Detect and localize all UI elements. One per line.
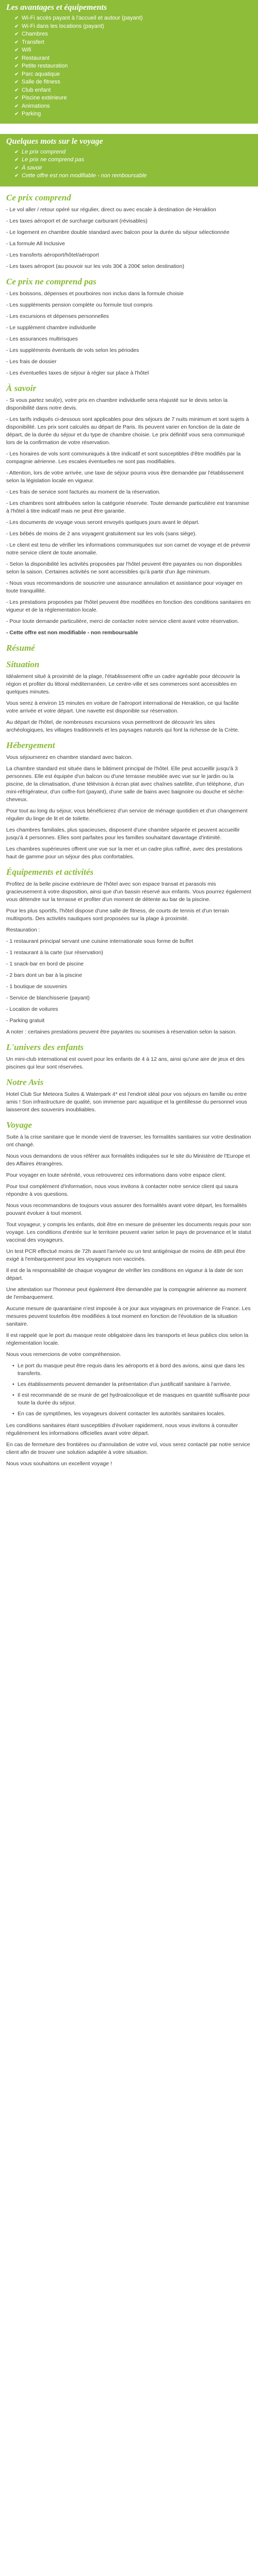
advantages-list [6,14,252,118]
bullet-item: • Il est recommandé de se munir de gel hydroalcoolique et de masques en quantité suffisante pour toute la durée du séjour. [12,1392,252,1407]
paragraph: - Si vous partez seul(e), votre prix en chambre individuelle sera réajusté sur le devis selon la disponibilité dans notre devis. [6,397,228,411]
paragraph: Les chambres familiales, plus spacieuses, disposent d'une chambre séparée et peuvent accueillir jusqu'à 4 personnes. Elles sont parfaites pour les familles souhaitant davantage d'intimité. [6,826,240,841]
must-know-title: Quelques mots sur le voyage [6,137,103,146]
paragraph: - Les transferts aéroport/hôtel/aéroport [6,251,99,258]
must-know-item [14,148,252,157]
paragraph: - Les frais de service sont facturés au moment de la réservation. [6,488,160,495]
paragraph: - Le vol aller / retour opéré sur régulier, direct ou avec escale à destination de Heraklion [6,206,216,213]
paragraph: Vous serez à environ 15 minutes en voiture de l'aéroport international de Heraklion, ce qui facilite votre arrivée et votre départ. Une navette est disponible sur réservation. [6,700,239,714]
paragraph: - Les horaires de vols sont communiqués à titre indicatif et sont susceptibles d'être modifiés par la compagnie aérienne. Les escales éventuelles ne sont pas modifiables. [6,450,241,465]
check-icon: ✔ [14,173,19,179]
paragraph: Un test PCR effectué moins de 72h avant l'arrivée ou un test antigénique de moins de 48h peut être exigé à l'embarquement pour les voyageurs non vaccinés. [6,1248,246,1262]
paragraph: - Le client est tenu de vérifier les informations communiquées sur son carnet de voyage et de prévenir notre service client de toute anomalie. [6,541,251,556]
section-title-avis: Notre Avis [6,1077,44,1087]
check-icon: ✔ [14,103,19,109]
paragraph: - Nous vous recommandons de souscrire une assurance annulation et assistance pour voyager en toute tranquillité. [6,580,243,594]
paragraph: - Pour toute demande particulière, merci de contacter notre service client avant votre réservation. [6,618,239,624]
paragraph: Hotel Club Sur Meteora Suites & Waterpark 4* est l'endroit idéal pour vos séjours en famille ou entre amis ! Son infrastructure de qualité, son immense parc aquatique et la gentillesse du personnel vous laisseront des souvenirs inoubliables. [6,1091,247,1113]
must-know-label: Le prix comprend [22,148,66,155]
paragraph: - Les bébés de moins de 2 ans voyagent gratuitement sur les vols (sans siège). [6,530,197,537]
section-voyage [6,1133,252,1217]
section-title-enfants: L'univers des enfants [6,1042,84,1052]
advantage-label: Piscine extérieure [22,95,67,101]
advantage-item [14,110,252,118]
advantage-label: Salle de fitness [22,79,60,85]
paragraph: - Les tarifs indiqués ci-dessous sont applicables pour des séjours de 7 nuits minimum et sont sujets à disponibilité. Les prix sont calculés au départ de Paris. Ils peuvent varier en fonction de la date de départ, de la durée du séjour et du type de chambre choisie. Le prix définitif vous sera communiqué lors de la confirmation de votre réservation. [6,416,249,446]
paragraph: - Les suppléments éventuels de vols selon les périodes [6,347,139,353]
check-icon: ✔ [14,149,19,155]
advantage-label: Restaurant [22,55,50,61]
section-title-hebergement: Hébergement [6,740,55,750]
check-icon: ✔ [14,39,19,45]
check-icon: ✔ [14,55,19,61]
paragraph: - Service de blanchisserie (payant) [6,994,90,1001]
conditions-bullets [6,1362,252,1418]
paragraph: La chambre standard est située dans le bâtiment principal de l'hôtel. Elle peut accueillir jusqu'à 3 personnes. Elle est équipée d'un balcon ou d'une terrasse meublée avec vue sur le jardin ou la piscine, de la climatisation, d'une télévision à écran plat avec chaînes satellite, d'un téléphone, d'un mini-réfrigérateur, d'un coffre-fort (payant), d'une salle de bains avec baignoire ou douche et sèche-cheveux. [6,765,245,803]
paragraph: Nous vous remercions de votre compréhension. [6,1351,121,1358]
advantages-title: Les avantages et équipements [6,3,107,12]
section-situation [6,673,252,734]
advantage-item [14,14,252,23]
paragraph: - Selon la disponibilité les activités proposées par l'hôtel peuvent être payantes ou non disponibles selon la saison. Certaines activités ne sont accessibles qu'à partir d'un âge minimum. [6,561,242,575]
advantage-label: Petite restauration [22,63,68,69]
must-know-label: À savoir [22,164,42,171]
paragraph: - Parking gratuit [6,1017,45,1024]
check-icon: ✔ [14,31,19,37]
advantage-item [14,55,252,63]
paragraph: En cas de fermeture des frontières ou d'annulation de votre vol, vous serez contacté par notre service client afin de trouver une solution adaptée à votre situation. [6,1441,250,1455]
check-icon: ✔ [14,165,19,171]
paragraph: - Les frais de dossier [6,358,57,365]
paragraph: Un mini-club international est ouvert pour les enfants de 4 à 12 ans, ainsi qu'une aire de jeux et des piscines qui leur sont réservées. [6,1056,245,1070]
paragraph: - 1 restaurant principal servant une cuisine internationale sous forme de buffet [6,938,194,944]
paragraph: - 1 boutique de souvenirs [6,983,67,990]
section-title-prix-ne-comprend: Ce prix ne comprend pas [6,276,96,286]
paragraph: - Les excursions et dépenses personnelles [6,313,109,319]
bullet-item: • Les établissements peuvent demander la présentation d'un justificatif sanitaire à l'arrivée. [12,1381,252,1388]
advantage-item [14,39,252,47]
paragraph: - Le supplément chambre individuelle [6,324,96,331]
advantages-band [0,0,258,124]
paragraph: Pour voyager en toute sérénité, vous retrouverez ces informations dans votre espace client. [6,1172,227,1178]
section-conditions [6,1305,252,1359]
paragraph: Nous vous souhaitons un excellent voyage ! [6,1460,112,1467]
paragraph: Profitez de la belle piscine extérieure de l'hôtel avec son espace transat et parasols mis gracieusement à votre disposition, ainsi que d'un bassin réservé aux enfants. Vous pourrez également vous détendre sur la terrasse et profiter d'un moment de détente au bar de la piscine. [6,880,251,903]
advantage-item [14,78,252,87]
check-icon: ✔ [14,15,19,21]
must-know-item [14,156,252,164]
paragraph: Tout voyageur, y compris les enfants, doit être en mesure de présenter les documents requis pour son voyage. Les conditions d'entrée sur le territoire peuvent varier selon le pays de provenance et le statut vaccinal des voyageurs. [6,1221,251,1243]
paragraph: - Les taxes aéroport (au pouvoir sur les vols 30€ à 200€ selon destination) [6,263,184,269]
paragraph: Il est de la responsabilité de chaque voyageur de vérifier les conditions en vigueur à la date de son départ. [6,1267,243,1281]
advantage-label: Parc aquatique [22,71,60,77]
paragraph: Pour les plus sportifs, l'hôtel dispose d'une salle de fitness, de courts de tennis et d'un terrain multisports. Des activités nautiques sont proposées sur la plage à proximité. [6,907,229,922]
section-hebergement [6,754,252,861]
advantage-item [14,62,252,71]
paragraph: - Les documents de voyage vous seront envoyés quelques jours avant le départ. [6,519,200,526]
paragraph: Nous vous demandons de vous référer aux formalités indiquées sur le site du Ministère de l'Europe et des Affaires étrangères. [6,1153,250,1167]
must-know-label: Cette offre est non modifiable - non remboursable [22,173,147,179]
advantage-item [14,103,252,111]
check-icon: ✔ [14,87,19,93]
section-prix-comprend [6,206,252,270]
advantage-item [14,23,252,31]
paragraph: Restauration : [6,926,40,933]
paragraph: - 1 snack-bar en bord de piscine [6,960,84,967]
check-icon: ✔ [14,23,19,29]
paragraph: Pour tout au long du séjour, vous bénéficierez d'un service de ménage quotidien et d'un changement régulier du linge de lit et de toilette. [6,807,248,822]
section-title-prix-comprend: Ce prix comprend [6,192,71,202]
section-title-situation: Situation [6,659,40,669]
content [0,193,258,1468]
paragraph: Les chambres supérieures offrent une vue sur la mer et un cadre plus raffiné, avec des prestations haut de gamme pour un séjour des plus confortables. [6,845,243,860]
must-know-band [0,134,258,187]
advantage-item [14,30,252,39]
paragraph: Au départ de l'hôtel, de nombreuses excursions vous permettront de découvrir les sites archéologiques, les villages traditionnels et les paysages naturels qui font la richesse de la Crète. [6,719,239,733]
advantage-item [14,94,252,103]
section-prix-ne-comprend [6,290,252,377]
paragraph: - Attention, lors de votre arrivée, une taxe de séjour pourra vous être demandée par l'établissement selon la législation locale en vigueur. [6,469,244,484]
must-know-list [6,148,252,180]
advantage-label: Club enfant [22,87,51,93]
advantage-label: Chambres [22,31,48,37]
section-title-voyage: Voyage [6,1120,33,1130]
paragraph: - 2 bars dont un bar à la piscine [6,972,83,978]
section-final [6,1422,252,1468]
paragraph: Suite à la crise sanitaire que le monde vient de traverser, les formalités sanitaires sur votre destination ont changé. [6,1133,251,1148]
advantage-label: Transfert [22,39,44,45]
paragraph: Nous vous recommandons de toujours vous assurer des formalités avant votre départ, les formalités pouvant évoluer à tout moment. [6,1202,247,1216]
check-icon: ✔ [14,95,19,101]
section-enfants [6,1056,252,1071]
paragraph: - Les taxes aéroport et de surcharge carburant (révisables) [6,217,148,224]
paragraph: - La formule All Inclusive [6,240,65,247]
paragraph: Idéalement situé à proximité de la plage, l'établissement offre un cadre agréable pour découvrir la région et profiter du littoral méditerranéen. Le centre-ville et ses commerces sont accessibles en quelques minutes. [6,673,240,695]
check-icon: ✔ [14,157,19,163]
non-modifiable-note: - Cette offre est non modifiable - non remboursable [6,629,138,636]
must-know-item [14,172,252,180]
advantage-label: Wifi [22,47,31,53]
section-avis [6,1091,252,1114]
section-title-equipements: Équipements et activités [6,867,94,877]
paragraph: - Les éventuelles taxes de séjour à régler sur place à l'hôtel [6,369,149,376]
paragraph: Une attestation sur l'honneur peut également être demandée par la compagnie aérienne au moment de l'embarquement. [6,1286,247,1300]
paragraph: - Location de voitures [6,1006,58,1012]
paragraph: - Les assurances multirisques [6,335,78,342]
paragraph: Pour tout complément d'information, nous vous invitons à contacter notre service client qui saura répondre à vos questions. [6,1183,238,1197]
section-title-resume: Résumé [6,642,35,653]
bullet-item: • Le port du masque peut être requis dans les aéroports et à bord des avions, ainsi que dans les transferts. [12,1362,252,1378]
advantage-item [14,71,252,79]
paragraph: Aucune mesure de quarantaine n'est imposée à ce jour aux voyageurs en provenance de France. Les mesures peuvent toutefois être modifiées à tout moment en fonction de l'évolution de la situation sanitaire. [6,1305,251,1327]
advantage-item [14,46,252,55]
paragraph: A noter : certaines prestations peuvent être payantes ou soumises à réservation selon la saison. [6,1028,237,1035]
section-a-savoir [6,397,252,625]
advantage-label: Animations [22,103,50,109]
advantage-label: Wi-Fi dans les locations (payant) [22,23,104,29]
section-title-a-savoir: À savoir [6,383,37,393]
check-icon: ✔ [14,111,19,117]
paragraph: - Les prestations proposées par l'hôtel peuvent être modifiées en fonction des conditions sanitaires en vigueur et de la réglementation locale. [6,599,251,613]
paragraph: - Les chambres sont attribuées selon la catégorie réservée. Toute demande particulière est transmise à l'hôtel à titre indicatif mais ne peut être garantie. [6,500,249,514]
must-know-item [14,164,252,173]
must-know-label: Le prix ne comprend pas [22,157,85,163]
check-icon: ✔ [14,63,19,69]
advantage-item [14,87,252,95]
paragraph: - Le logement en chambre double standard avec balcon pour la durée du séjour sélectionnée [6,229,230,235]
check-icon: ✔ [14,71,19,77]
advantage-label: Parking [22,111,41,117]
paragraph: Vous séjournerez en chambre standard avec balcon. [6,754,133,760]
section-pass-sanitaire [6,1221,252,1301]
paragraph: - Les boissons, dépenses et pourboires non inclus dans la formule choisie [6,290,184,297]
section-equipements [6,880,252,1036]
paragraph: - Les suppléments pension complète ou formule tout compris [6,301,153,308]
paragraph: Il est rappelé que le port du masque reste obligatoire dans les transports et lieux publics clos selon la réglementation locale. [6,1332,249,1346]
paragraph: Les conditions sanitaires étant susceptibles d'évoluer rapidement, nous vous invitons à consulter régulièrement les informations officielles avant votre départ. [6,1422,238,1436]
paragraph: - 1 restaurant à la carte (sur réservation) [6,949,103,956]
bullet-item: • En cas de symptômes, les voyageurs doivent contacter les autorités sanitaires locales. [12,1410,252,1418]
check-icon: ✔ [14,47,19,53]
advantage-label: Wi-Fi accès payant à l'accueil et autour (payant) [22,15,143,21]
check-icon: ✔ [14,79,19,85]
